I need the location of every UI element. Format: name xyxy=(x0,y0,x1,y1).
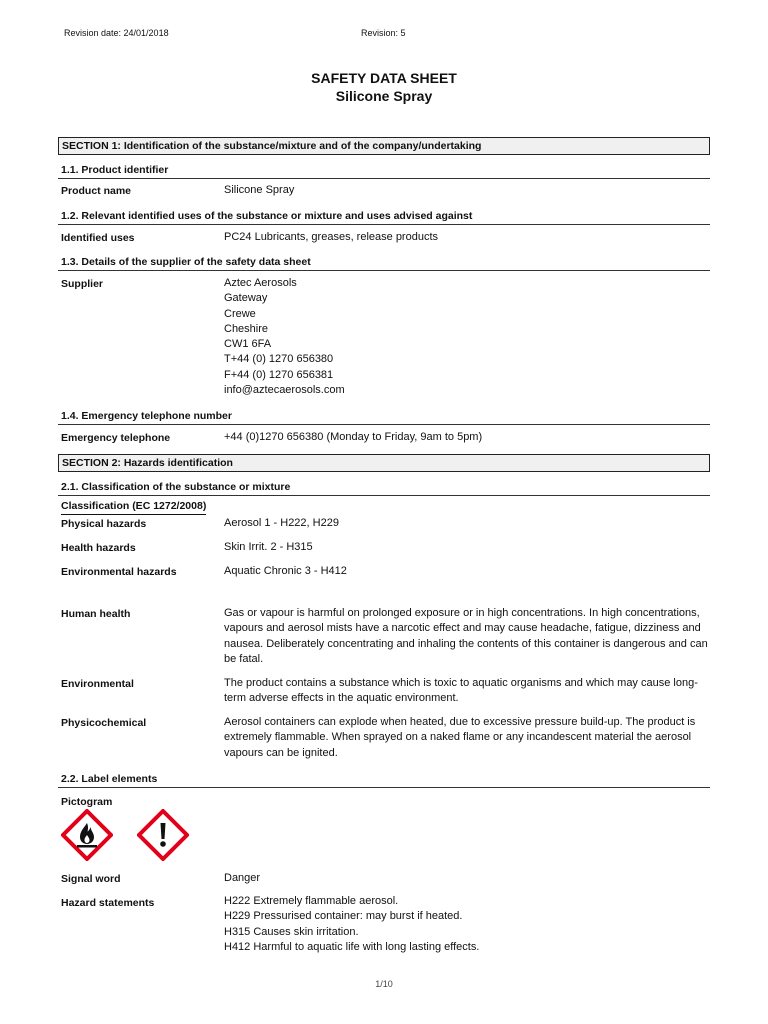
health-hazards-label: Health hazards xyxy=(61,542,136,554)
identified-uses-value: PC24 Lubricants, greases, release products xyxy=(224,231,439,243)
health-hazards-value: Skin Irrit. 2 - H315 xyxy=(224,541,313,553)
physicochemical-value: Aerosol containers can explode when heated, due to excessive pressure build-up. The product is extremely flammable. When sprayed on a naked flame or any incandescent material the aerosol vapours can be ignited. xyxy=(224,716,696,759)
product-name-value: Silicone Spray xyxy=(224,184,295,196)
hazard-statements-label: Hazard statements xyxy=(61,897,155,909)
emergency-telephone-value: +44 (0)1270 656380 (Monday to Friday, 9am to 5pm) xyxy=(224,431,483,443)
revision-number: Revision: 5 xyxy=(361,28,406,38)
revision-date: Revision date: 24/01/2018 xyxy=(64,28,169,38)
page-number: 1/10 xyxy=(375,979,393,989)
hazard-statement: H229 Pressurised container: may burst if heated. xyxy=(224,910,463,923)
signal-word-value: Danger xyxy=(224,872,261,884)
pictogram-label: Pictogram xyxy=(61,796,113,808)
hazard-statements-list xyxy=(224,894,710,955)
subsection-rule xyxy=(58,495,710,496)
subsection-1-3-heading: 1.3. Details of the supplier of the safety data sheet xyxy=(61,256,311,271)
document-title-block xyxy=(0,70,768,105)
signal-word-label: Signal word xyxy=(61,873,121,885)
section-2-heading: SECTION 2: Hazards identification xyxy=(58,454,710,472)
subsection-rule xyxy=(58,787,710,788)
emergency-telephone-label: Emergency telephone xyxy=(61,432,171,444)
supplier-line: CW1 6FA xyxy=(224,338,272,351)
supplier-line: Crewe xyxy=(224,307,256,320)
hazard-statement: H315 Causes skin irritation. xyxy=(224,925,359,938)
supplier-address xyxy=(224,276,710,398)
supplier-line: Cheshire xyxy=(224,322,269,335)
hazard-statement: H222 Extremely flammable aerosol. xyxy=(224,895,399,907)
physical-hazards-label: Physical hazards xyxy=(61,518,147,530)
product-title: Silicone Spray xyxy=(335,88,433,104)
physical-hazards-value: Aerosol 1 - H222, H229 xyxy=(224,517,339,529)
exclamation-pictogram-icon xyxy=(137,809,189,861)
subsection-rule xyxy=(58,224,710,225)
subsection-rule xyxy=(58,178,710,179)
subsection-1-1-heading: 1.1. Product identifier xyxy=(61,164,168,179)
environmental-hazards-label: Environmental hazards xyxy=(61,566,177,578)
subsection-1-4-heading: 1.4. Emergency telephone number xyxy=(61,410,232,425)
supplier-email: info@aztecaerosols.com xyxy=(224,384,345,397)
human-health-label: Human health xyxy=(61,608,131,620)
subsection-rule xyxy=(58,270,710,271)
supplier-line: F+44 (0) 1270 656381 xyxy=(224,368,334,381)
hazard-statement: H412 Harmful to aquatic life with long lasting effects. xyxy=(224,940,480,953)
subsection-2-1-heading: 2.1. Classification of the substance or mixture xyxy=(61,481,290,496)
subsection-2-2-heading: 2.2. Label elements xyxy=(61,773,157,788)
identified-uses-label: Identified uses xyxy=(61,232,135,244)
subsection-1-2-heading: 1.2. Relevant identified uses of the substance or mixture and uses advised against xyxy=(61,210,472,225)
classification-heading: Classification (EC 1272/2008) xyxy=(61,500,206,515)
environmental-hazards-value: Aquatic Chronic 3 - H412 xyxy=(224,565,347,577)
supplier-label: Supplier xyxy=(61,278,104,290)
environmental-label: Environmental xyxy=(61,678,134,690)
human-health-value: Gas or vapour is harmful on prolonged exposure or in high concentrations. In high concentrations, vapours and aerosol mists have a narcotic effect and may cause headache, fatigue, dizziness and nausea. Deliberately concentrating and inhaling the contents of this container is dangerous and can be fatal. xyxy=(224,607,708,665)
environmental-value: The product contains a substance which is toxic to aquatic organisms and which may cause long-term adverse effects in the aquatic environment. xyxy=(224,677,698,705)
flame-pictogram-icon xyxy=(61,809,113,861)
subsection-rule xyxy=(58,424,710,425)
supplier-line: T+44 (0) 1270 656380 xyxy=(224,353,334,366)
document-title: SAFETY DATA SHEET xyxy=(311,70,457,86)
product-name-label: Product name xyxy=(61,185,132,197)
supplier-line: Gateway xyxy=(224,292,268,305)
section-1-heading: SECTION 1: Identification of the substance/mixture and of the company/undertaking xyxy=(58,137,710,155)
physicochemical-label: Physicochemical xyxy=(61,717,147,729)
supplier-line: Aztec Aerosols xyxy=(224,277,297,289)
